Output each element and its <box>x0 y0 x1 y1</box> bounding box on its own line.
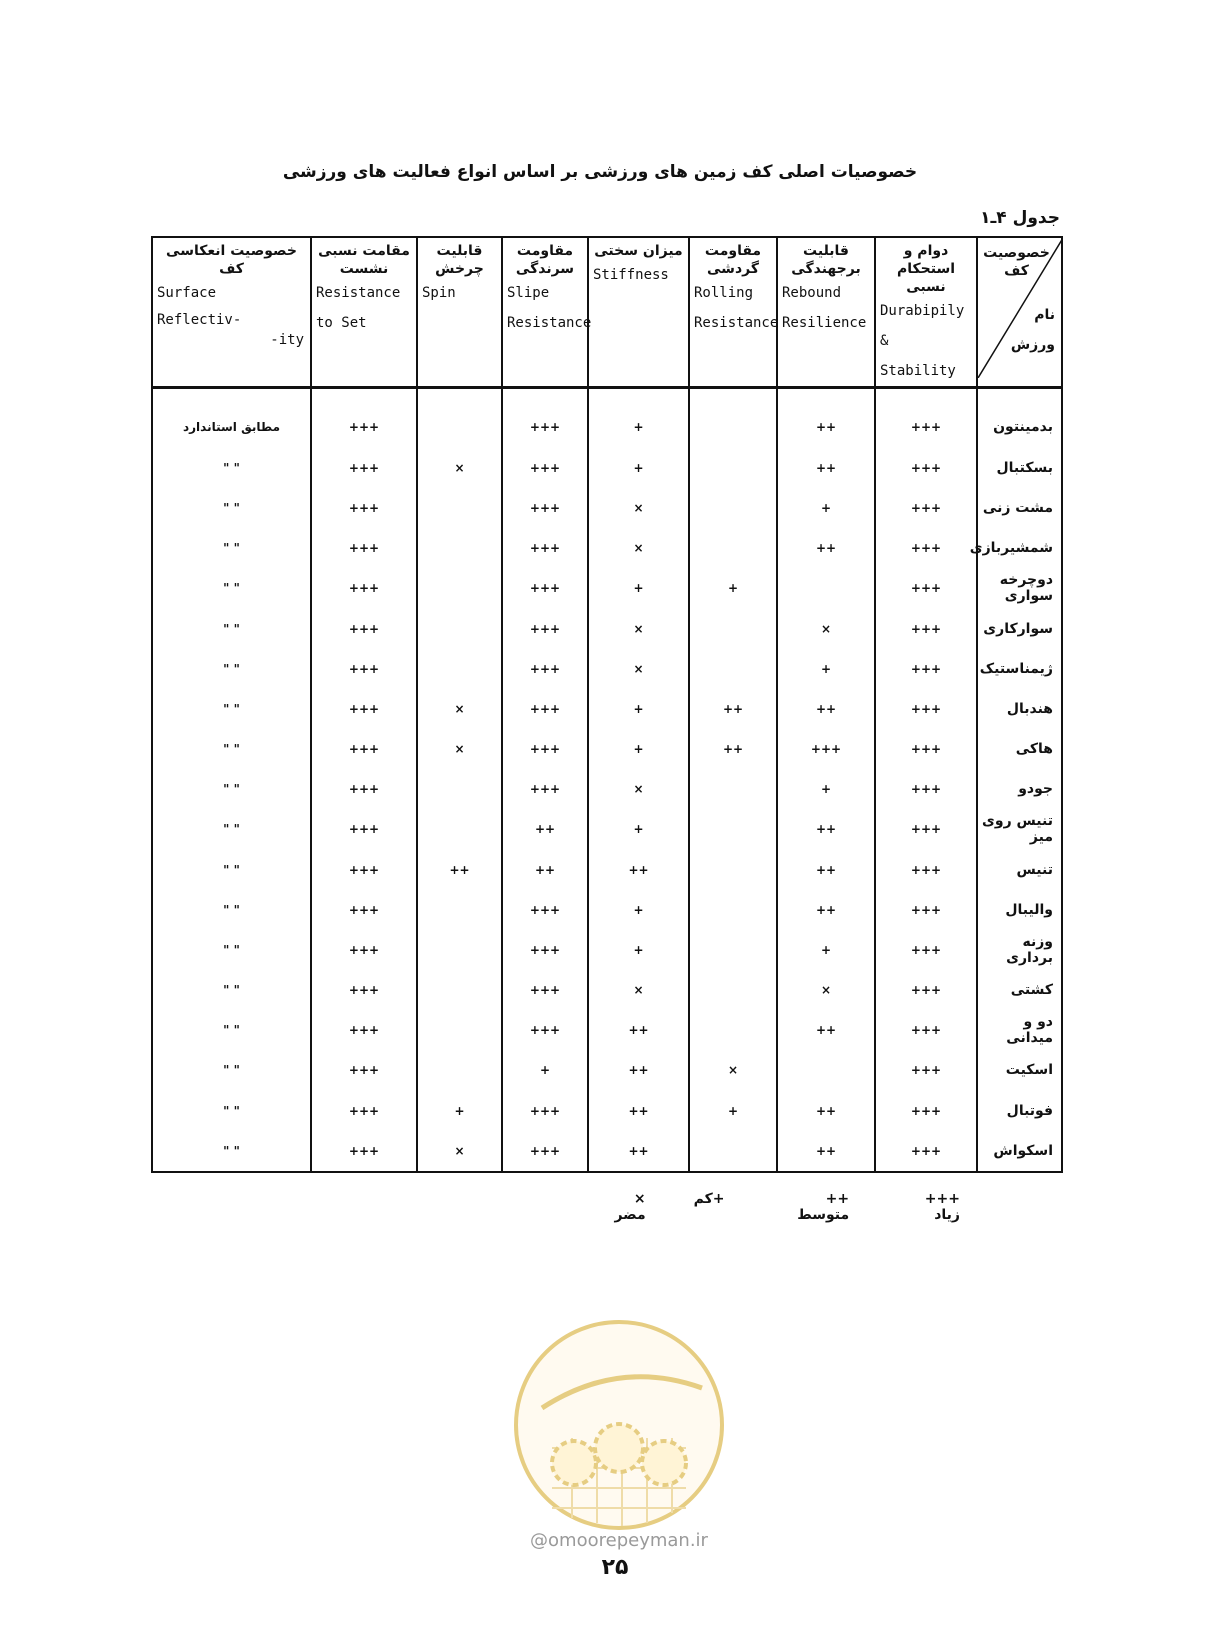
cell-spin <box>417 528 502 568</box>
cell-durability: +++ <box>875 1050 977 1090</box>
cell-rebound: + <box>777 769 875 809</box>
cell-spin <box>417 608 502 648</box>
cell-rolling <box>689 1131 777 1172</box>
table-row <box>152 769 1062 809</box>
legend-low: +کم <box>693 1191 725 1207</box>
cell-slip: +++ <box>502 1091 588 1131</box>
sport-name-cell: وزنه برداری <box>977 930 1062 970</box>
cell-rolling: + <box>689 1091 777 1131</box>
cell-reflect: مطابق استاندارد <box>152 388 311 448</box>
cell-rebound: ++ <box>777 849 875 889</box>
cell-rebound: + <box>777 649 875 689</box>
cell-stiffness: + <box>588 689 689 729</box>
cell-reflect: " " <box>152 1131 311 1172</box>
sport-name-cell: بسکتبال <box>977 448 1062 488</box>
cell-spin <box>417 809 502 849</box>
cell-reflect: " " <box>152 608 311 648</box>
cell-rebound: + <box>777 488 875 528</box>
cell-slip: +++ <box>502 769 588 809</box>
cell-slip: + <box>502 1050 588 1090</box>
cell-set: +++ <box>311 689 417 729</box>
cell-stiffness: × <box>588 488 689 528</box>
cell-stiffness: × <box>588 608 689 648</box>
cell-durability: +++ <box>875 729 977 769</box>
cell-slip: +++ <box>502 448 588 488</box>
corner-bottom-label: نام ورزش <box>1010 307 1055 353</box>
cell-rolling <box>689 890 777 930</box>
cell-reflect: " " <box>152 729 311 769</box>
cell-stiffness: ++ <box>588 1050 689 1090</box>
cell-stiffness: ++ <box>588 1091 689 1131</box>
cell-stiffness: × <box>588 528 689 568</box>
cell-rolling <box>689 1010 777 1050</box>
cell-rebound <box>777 1050 875 1090</box>
table-row <box>152 890 1062 930</box>
cell-stiffness: + <box>588 809 689 849</box>
table-body <box>152 388 1062 1173</box>
cell-spin: × <box>417 729 502 769</box>
cell-stiffness: × <box>588 769 689 809</box>
cell-reflect: " " <box>152 930 311 970</box>
cell-stiffness: ++ <box>588 849 689 889</box>
cell-spin: × <box>417 448 502 488</box>
cell-rolling <box>689 930 777 970</box>
cell-reflect: " " <box>152 649 311 689</box>
col-header-rebound: قابلیت برجهندگی Rebound Resilience <box>777 237 875 388</box>
cell-spin <box>417 568 502 608</box>
table-row <box>152 689 1062 729</box>
sport-name-cell: فوتبال <box>977 1091 1062 1131</box>
cell-rolling <box>689 769 777 809</box>
cell-rebound: × <box>777 970 875 1010</box>
cell-stiffness: + <box>588 729 689 769</box>
cell-set: +++ <box>311 769 417 809</box>
cell-durability: +++ <box>875 1010 977 1050</box>
cell-rolling <box>689 388 777 448</box>
table-row <box>152 729 1062 769</box>
sport-name-cell: والیبال <box>977 890 1062 930</box>
table-row <box>152 448 1062 488</box>
cell-stiffness: + <box>588 930 689 970</box>
cell-durability: +++ <box>875 649 977 689</box>
cell-slip: +++ <box>502 930 588 970</box>
col-header-rolling: مقاومت گردشی Rolling Resistance <box>689 237 777 388</box>
cell-durability: +++ <box>875 930 977 970</box>
legend-medium: ++ متوسط <box>797 1191 850 1223</box>
cell-durability: +++ <box>875 1131 977 1172</box>
table-row <box>152 1131 1062 1172</box>
cell-durability: +++ <box>875 890 977 930</box>
legend-harmful: × مضر <box>614 1191 646 1223</box>
cell-reflect: " " <box>152 809 311 849</box>
sport-name-cell: تنیس <box>977 849 1062 889</box>
table-row <box>152 649 1062 689</box>
cell-rebound: ++ <box>777 1131 875 1172</box>
cell-durability: +++ <box>875 1091 977 1131</box>
cell-slip: +++ <box>502 1131 588 1172</box>
corner-header <box>977 237 1062 388</box>
cell-rolling: ++ <box>689 689 777 729</box>
cell-reflect: " " <box>152 528 311 568</box>
cell-set: +++ <box>311 809 417 849</box>
corner-top-label: خصوصیت کف <box>983 245 1050 279</box>
col-header-durability: دوام و استحکام نسبی Durabipily & Stability <box>875 237 977 388</box>
cell-reflect: " " <box>152 970 311 1010</box>
cell-reflect: " " <box>152 488 311 528</box>
cell-rolling <box>689 649 777 689</box>
table-row <box>152 849 1062 889</box>
sport-name-cell: تنیس روی میز <box>977 809 1062 849</box>
cell-rolling <box>689 970 777 1010</box>
sport-name-cell: دو و میدانی <box>977 1010 1062 1050</box>
col-header-slip: مقاومت سرندگی Slipe Resistance <box>502 237 588 388</box>
cell-spin <box>417 649 502 689</box>
table-row <box>152 568 1062 608</box>
cell-slip: +++ <box>502 608 588 648</box>
legend-high: +++ زیاد <box>924 1191 960 1223</box>
cell-set: +++ <box>311 970 417 1010</box>
cell-durability: +++ <box>875 689 977 729</box>
cell-spin: × <box>417 689 502 729</box>
cell-set: +++ <box>311 448 417 488</box>
cell-rebound: ++ <box>777 528 875 568</box>
cell-spin: × <box>417 1131 502 1172</box>
cell-reflect: " " <box>152 689 311 729</box>
cell-rolling <box>689 488 777 528</box>
cell-stiffness: + <box>588 388 689 448</box>
cell-spin: ++ <box>417 849 502 889</box>
table-row <box>152 1010 1062 1050</box>
cell-slip: +++ <box>502 388 588 448</box>
cell-set: +++ <box>311 649 417 689</box>
sport-name-cell: اسکیت <box>977 1050 1062 1090</box>
cell-slip: +++ <box>502 488 588 528</box>
cell-rebound: ++ <box>777 689 875 729</box>
cell-rebound: ++ <box>777 388 875 448</box>
cell-reflect: " " <box>152 568 311 608</box>
sport-name-cell: هاکی <box>977 729 1062 769</box>
cell-set: +++ <box>311 488 417 528</box>
cell-set: +++ <box>311 1131 417 1172</box>
table-row <box>152 608 1062 648</box>
cell-rolling: × <box>689 1050 777 1090</box>
sport-name-cell: هندبال <box>977 689 1062 729</box>
cell-rebound: × <box>777 608 875 648</box>
cell-spin <box>417 769 502 809</box>
cell-stiffness: + <box>588 890 689 930</box>
cell-rolling: ++ <box>689 729 777 769</box>
cell-spin: + <box>417 1091 502 1131</box>
sport-name-cell: کشتی <box>977 970 1062 1010</box>
cell-rebound: ++ <box>777 1010 875 1050</box>
cell-slip: +++ <box>502 528 588 568</box>
cell-spin <box>417 1050 502 1090</box>
col-header-spin: قابلیت چرخش Spin <box>417 237 502 388</box>
cell-stiffness: + <box>588 568 689 608</box>
cell-stiffness: ++ <box>588 1131 689 1172</box>
cell-durability: +++ <box>875 769 977 809</box>
cell-slip: +++ <box>502 649 588 689</box>
cell-rolling <box>689 528 777 568</box>
table-row <box>152 1091 1062 1131</box>
cell-set: +++ <box>311 1010 417 1050</box>
cell-rebound: ++ <box>777 448 875 488</box>
cell-spin <box>417 388 502 448</box>
cell-slip: +++ <box>502 568 588 608</box>
cell-rolling: + <box>689 568 777 608</box>
page-number: ۲۵ <box>601 1555 629 1580</box>
col-header-stiffness: میزان سختی Stiffness <box>588 237 689 388</box>
cell-slip: +++ <box>502 970 588 1010</box>
cell-spin <box>417 488 502 528</box>
cell-rebound: ++ <box>777 809 875 849</box>
cell-spin <box>417 970 502 1010</box>
table-row <box>152 1050 1062 1090</box>
cell-set: +++ <box>311 1091 417 1131</box>
sport-name-cell: مشت زنی <box>977 488 1062 528</box>
cell-spin <box>417 1010 502 1050</box>
cell-durability: +++ <box>875 488 977 528</box>
cell-rebound: ++ <box>777 890 875 930</box>
cell-set: +++ <box>311 568 417 608</box>
cell-set: +++ <box>311 388 417 448</box>
cell-set: +++ <box>311 528 417 568</box>
table-row <box>152 930 1062 970</box>
table-row <box>152 528 1062 568</box>
legend <box>600 1191 960 1223</box>
cell-reflect: " " <box>152 1091 311 1131</box>
cell-rebound: ++ <box>777 1091 875 1131</box>
cell-set: +++ <box>311 729 417 769</box>
cell-slip: +++ <box>502 890 588 930</box>
cell-reflect: " " <box>152 1010 311 1050</box>
sport-name-cell: جودو <box>977 769 1062 809</box>
cell-spin <box>417 930 502 970</box>
sport-name-cell: شمشیربازی <box>977 528 1062 568</box>
cell-rolling <box>689 608 777 648</box>
table-row <box>152 488 1062 528</box>
sport-name-cell: سوارکاری <box>977 608 1062 648</box>
table-row <box>152 809 1062 849</box>
cell-rebound <box>777 568 875 608</box>
col-header-set: مقامت نسبی نشست Resistance to Set <box>311 237 417 388</box>
cell-durability: +++ <box>875 809 977 849</box>
cell-slip: +++ <box>502 689 588 729</box>
cell-stiffness: × <box>588 649 689 689</box>
watermark-site: @omoorepeyman.ir <box>530 1530 708 1551</box>
cell-stiffness: × <box>588 970 689 1010</box>
page-title: خصوصیات اصلی کف زمین های ورزشی بر اساس انواع فعالیت های ورزشی <box>282 162 918 182</box>
watermark-logo <box>512 1318 726 1532</box>
sport-name-cell: دوچرخه سواری <box>977 568 1062 608</box>
cell-reflect: " " <box>152 448 311 488</box>
cell-set: +++ <box>311 930 417 970</box>
cell-spin <box>417 890 502 930</box>
sport-name-cell: بدمینتون <box>977 388 1062 448</box>
cell-rolling <box>689 849 777 889</box>
cell-set: +++ <box>311 1050 417 1090</box>
col-header-reflectivity: خصوصیت انعکاسی کف Surface Reflectiv- -ity <box>152 237 311 388</box>
table-header-row <box>152 237 1062 388</box>
cell-reflect: " " <box>152 1050 311 1090</box>
cell-durability: +++ <box>875 388 977 448</box>
cell-reflect: " " <box>152 769 311 809</box>
cell-durability: +++ <box>875 448 977 488</box>
cell-reflect: " " <box>152 849 311 889</box>
cell-rolling <box>689 448 777 488</box>
table-caption: جدول ۴ـ۱ <box>980 208 1060 228</box>
cell-slip: +++ <box>502 729 588 769</box>
cell-slip: +++ <box>502 1010 588 1050</box>
cell-rolling <box>689 809 777 849</box>
cell-stiffness: ++ <box>588 1010 689 1050</box>
table-row <box>152 388 1062 448</box>
cell-durability: +++ <box>875 970 977 1010</box>
cell-slip: ++ <box>502 809 588 849</box>
cell-slip: ++ <box>502 849 588 889</box>
sport-name-cell: ژیمناستیک <box>977 649 1062 689</box>
cell-durability: +++ <box>875 608 977 648</box>
cell-rebound: + <box>777 930 875 970</box>
cell-stiffness: + <box>588 448 689 488</box>
cell-reflect: " " <box>152 890 311 930</box>
cell-set: +++ <box>311 608 417 648</box>
table-row <box>152 970 1062 1010</box>
sport-name-cell: اسکواش <box>977 1131 1062 1172</box>
cell-durability: +++ <box>875 849 977 889</box>
floor-properties-table <box>151 236 1063 1173</box>
cell-durability: +++ <box>875 528 977 568</box>
cell-set: +++ <box>311 890 417 930</box>
cell-durability: +++ <box>875 568 977 608</box>
cell-set: +++ <box>311 849 417 889</box>
cell-rebound: +++ <box>777 729 875 769</box>
